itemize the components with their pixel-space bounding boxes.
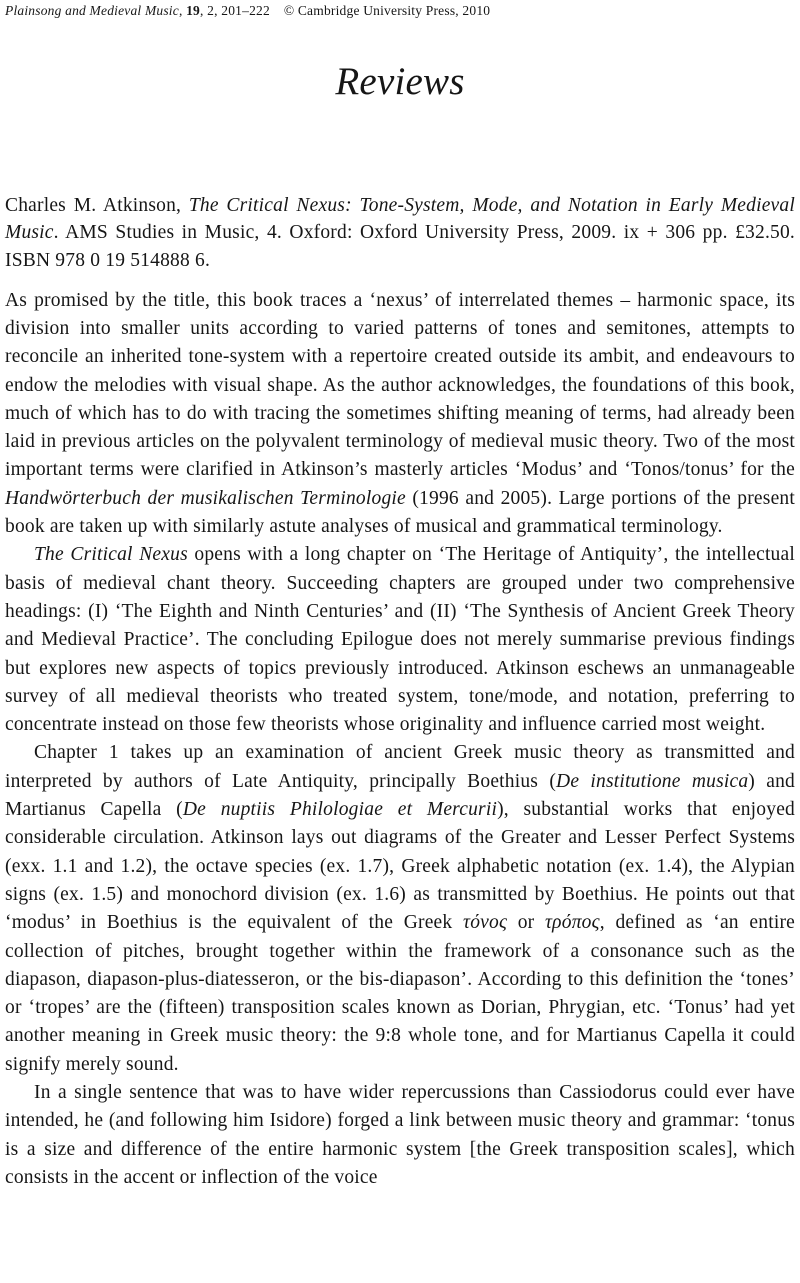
text-run: Handwörterbuch der musikalischen Terminologie	[5, 487, 406, 509]
text-run: or	[507, 912, 545, 934]
review-paragraph-3	[5, 739, 795, 1079]
review-citation	[5, 192, 795, 275]
text-run: ), substantial works that enjoyed considerable circulation. Atkinson lays out diagrams of the Greater and Lesser Perfect Systems (exx. 1.1 and 1.2), the octave species (ex. 1.7), Greek alphabetic notation (ex. 1.4), the Alypian signs (ex. 1.5) and monochord division (ex. 1.6) as transmitted by Boethius. He points out that ‘modus’ in Boethius is the equivalent of the Greek	[5, 799, 795, 934]
text-run: In a single sentence that was to have wider repercussions than Cassiodorus could ever have intended, he (and following him Isidore) forged a link between music theory and grammar: ‘tonus is a size and difference of the entire harmonic system [the Greek transposition scales], which consists in the accent or inflection of the voice	[5, 1081, 795, 1188]
text-run: Chapter 1 takes up an examination of ancient Greek music theory as transmitted and interpreted by authors of Late Antiquity, principally Boethius (	[5, 742, 795, 792]
text-run: As promised by the title, this book traces a ‘nexus’ of interrelated themes – harmonic space, its division into smaller units according to varied patterns of tones and semitones, attempts to reconcile an inherited tone-system with a repertoire created outside its ambit, and endeavours to endow the melodies with visual shape. As the author acknowledges, the foundations of this book, much of which has to do with tracing the sometimes shifting meaning of terms, had already been laid in previous articles on the polyvalent terminology of medieval music theory. Two of the most important terms were clarified in Atkinson’s masterly articles ‘Modus’ and ‘Tonos/tonus’ for the	[5, 289, 795, 481]
text-run: τρόπος	[545, 912, 600, 934]
review-paragraph-2	[5, 541, 795, 739]
text-run: ) and Martianus Capella (	[5, 770, 795, 821]
text-run: , defined as ‘an entire collection of pitches, brought together within the framework of a consonance such as the diapason, diapason-plus-diatesseron, or the bis-diapason’. According to this definition the ‘tones’ or ‘tropes’ are the (fifteen) transposition scales known as Dorian, Phrygian, etc. ‘Tonus’ had yet another meaning in Greek music theory: the 9:8 whole tone, and for Martianus Capella it could signify merely sound.	[5, 912, 795, 1075]
page-title: Reviews	[335, 60, 465, 103]
text-run: Charles M. Atkinson,	[5, 194, 189, 216]
journal-header	[5, 0, 795, 19]
text-run: Plainsong and Medieval Music	[5, 3, 179, 18]
text-run: (1996 and 2005). Large portions of the present book are taken up with similarly astute analyses of musical and grammatical terminology.	[5, 487, 795, 538]
review-paragraph-1	[5, 287, 795, 542]
text-run: . AMS Studies in Music, 4. Oxford: Oxford University Press, 2009. ix + 306 pp. £32.50. ISBN 978 0 19 514888 6.	[5, 222, 795, 272]
review-paragraph-4	[5, 1079, 795, 1192]
text-run: The Critical Nexus: Tone-System, Mode, and Notation in Early Medieval Music	[5, 194, 795, 244]
text-run: De institutione musica	[556, 770, 749, 792]
text-run: De nuptiis Philologiae et Mercurii	[182, 799, 498, 821]
review-section	[5, 192, 795, 1192]
text-run: , 2, 201–222 © Cambridge University Press, 2010	[200, 3, 491, 18]
text-run: 19	[186, 3, 201, 18]
text-run: opens with a long chapter on ‘The Heritage of Antiquity’, the intellectual basis of medieval chant theory. Succeeding chapters are grouped under two comprehensive headings: (I) ‘The Eighth and Ninth Centuries’ and (II) ‘The Synthesis of Ancient Greek Theory and Medieval Practice’. The concluding Epilogue does not merely summarise previous findings but explores new aspects of topics previously introduced. Atkinson eschews an unmanageable survey of all medieval theorists who treated system, tone/mode, and notation, preferring to concentrate instead on those few theorists whose originality and influence carried most weight.	[5, 544, 795, 736]
text-run: τόνος	[463, 912, 508, 934]
text-run: ,	[178, 3, 187, 18]
text-run: The Critical Nexus	[34, 544, 188, 566]
